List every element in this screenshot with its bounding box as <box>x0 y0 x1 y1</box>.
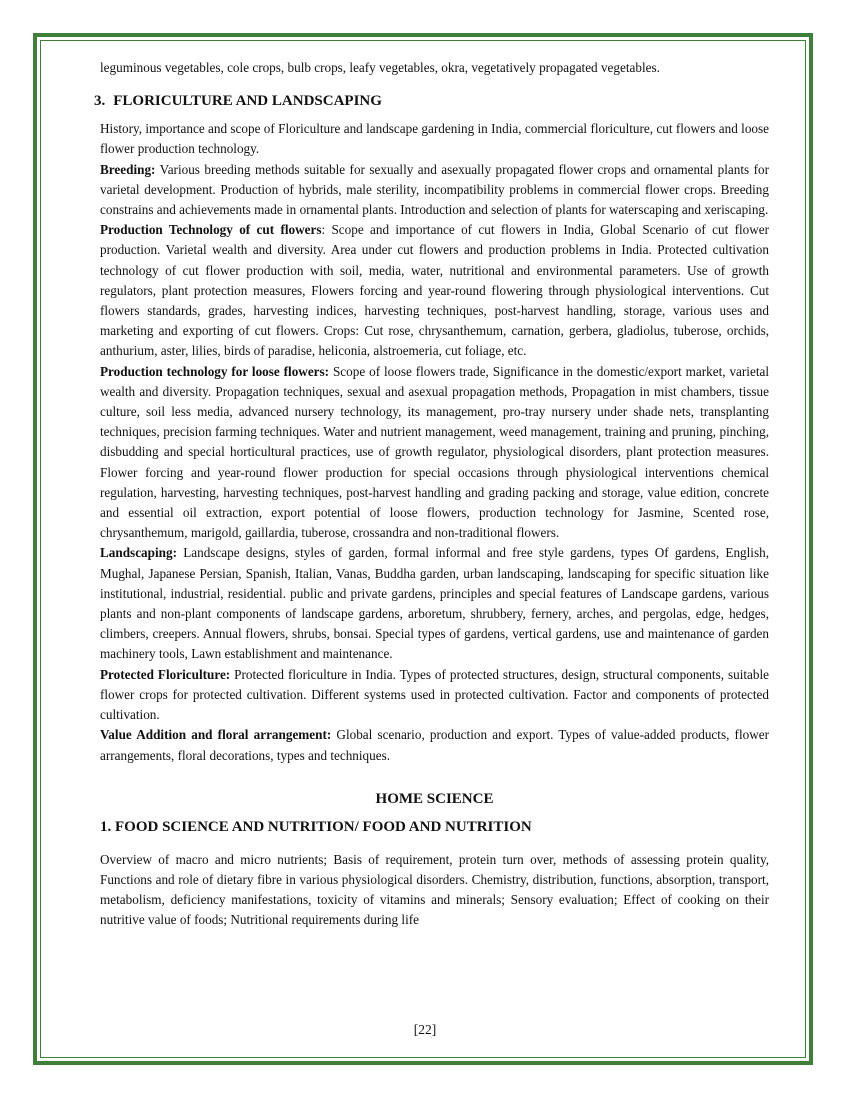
section-title: FLORICULTURE AND LANDSCAPING <box>113 93 382 110</box>
page-content <box>94 58 769 931</box>
page-number: [22] <box>413 1022 437 1037</box>
paragraph-heading: Breeding: <box>100 161 156 177</box>
paragraph-text: Landscape designs, styles of garden, formal informal and free style gardens, types Of gardens, English, Mughal, Japanese Persian, Spanish, Italian, Vanas, Buddha garden, urban landscaping, landscaping for specific situation like institutional, industrial, residential. public and private gardens, principles and special features of Landscape gardens, various plants and non-plant components of landscape gardens, arboretum, shrubbery, fernery, arches, and pergolas, edge, hedges, climbers, creepers. Annual flowers, shrubs, bonsai. Special types of gardens, vertical gardens, use and maintenance of garden machinery tools, Lawn establishment and maintenance. <box>100 545 769 662</box>
section-number: 3. <box>94 93 106 110</box>
paragraph-value-addition <box>100 725 769 765</box>
paragraph-heading: Production technology for loose flowers: <box>100 363 330 379</box>
paragraph-text: Various breeding methods suitable for sexually and asexually propagated flower crops and ornamental plants for varietal development. Production of hybrids, male sterility, incompatibility problems in commercial flower crops. Breeding constrains and achievements made in ornamental plants. Introduction and selection of plants for waterscaping and xeriscaping. <box>100 161 769 218</box>
food-science-text: Overview of macro and micro nutrients; Basis of requirement, protein turn over, methods of assessing protein quality, Functions and role of dietary fibre in various physiological disorders. Chemistry, distribution, functions, absorption, transport, metabolism, deficiency manifestations, toxicity of vitamins and minerals; Sensory evaluation; Effect of cooking on their nutritive value of foods; Nutritional requirements during life <box>100 851 769 928</box>
paragraph-loose-flowers <box>100 362 769 544</box>
paragraph-cut-flowers <box>100 220 769 361</box>
paragraph-text: Global scenario, production and export. Types of value-added products, flower arrangements, floral decorations, types and techniques. <box>100 727 769 763</box>
food-science-heading: 1. FOOD SCIENCE AND NUTRITION/ FOOD AND NUTRITION <box>100 818 532 835</box>
section-overview: History, importance and scope of Floriculture and landscape gardening in India, commercial floriculture, cut flowers and loose flower production technology. <box>100 121 769 157</box>
paragraph-heading: Production Technology of cut flowers <box>100 222 322 238</box>
home-science-heading: HOME SCIENCE <box>375 790 494 807</box>
paragraph-heading: Landscaping: <box>100 545 177 561</box>
paragraph-heading: Value Addition and floral arrangement: <box>100 727 332 743</box>
paragraph-text: Protected floriculture in India. Types of protected structures, design, structural components, suitable flower crops for protected cultivation. Different systems used in protected cultivation. Factor and components of protected cultivation. <box>100 666 769 723</box>
paragraph-text: Scope of loose flowers trade, Significance in the domestic/export market, varietal wealth and diversity. Propagation techniques, sexual and asexual propagation methods, Propagation in mist chambers, tissue culture, soil less media, advanced nursery technology, its management, pro-tray nursery under shade nets, transplanting techniques, precision farming techniques. Water and nutrient management, weed management, training and pruning, pinching, disbudding and special horticultural practices, use of growth regulator, physiological disorders, plant protection measures. Flower forcing and year-round flower production for special occasions through physiological interventions chemical regulation, harvesting, harvesting techniques, post-harvest handling and grading packing and storage, value edition, concrete and essential oil extraction, export potential of loose flowers, production technology for Jasmine, Scented rose, chrysanthemum, marigold, gaillardia, tuberose, crossandra and non-traditional flowers. <box>100 363 769 541</box>
section-heading <box>94 90 769 112</box>
paragraph-heading: Protected Floriculture: <box>100 666 231 682</box>
paragraph-breeding <box>100 160 769 221</box>
paragraph-text: : Scope and importance of cut flowers in India, Global Scenario of cut flower production. Varietal wealth and diversity. Area under cut flowers and production problems in India. Protected cultivation technology of cut flower production with soil, media, water, nutritional and environmental parameters. Use of growth regulators, plant protection measures, Flowers forcing and year-round flowering through physiological interventions. Cut flowers standards, grades, harvesting indices, harvesting techniques, post-harvest handling, storage, various uses and marketing and exporting of cut flowers. Crops: Cut rose, chrysanthemum, carnation, gerbera, gladiolus, tuberose, orchids, anthurium, aster, lilies, birds of paradise, heliconia, alstroemeria, cut foliage, etc. <box>100 222 769 359</box>
intro-line: leguminous vegetables, cole crops, bulb crops, leafy vegetables, okra, vegetatively propagated vegetables. <box>100 60 660 75</box>
paragraph-landscaping <box>100 543 769 664</box>
paragraph-protected-floriculture <box>100 665 769 726</box>
